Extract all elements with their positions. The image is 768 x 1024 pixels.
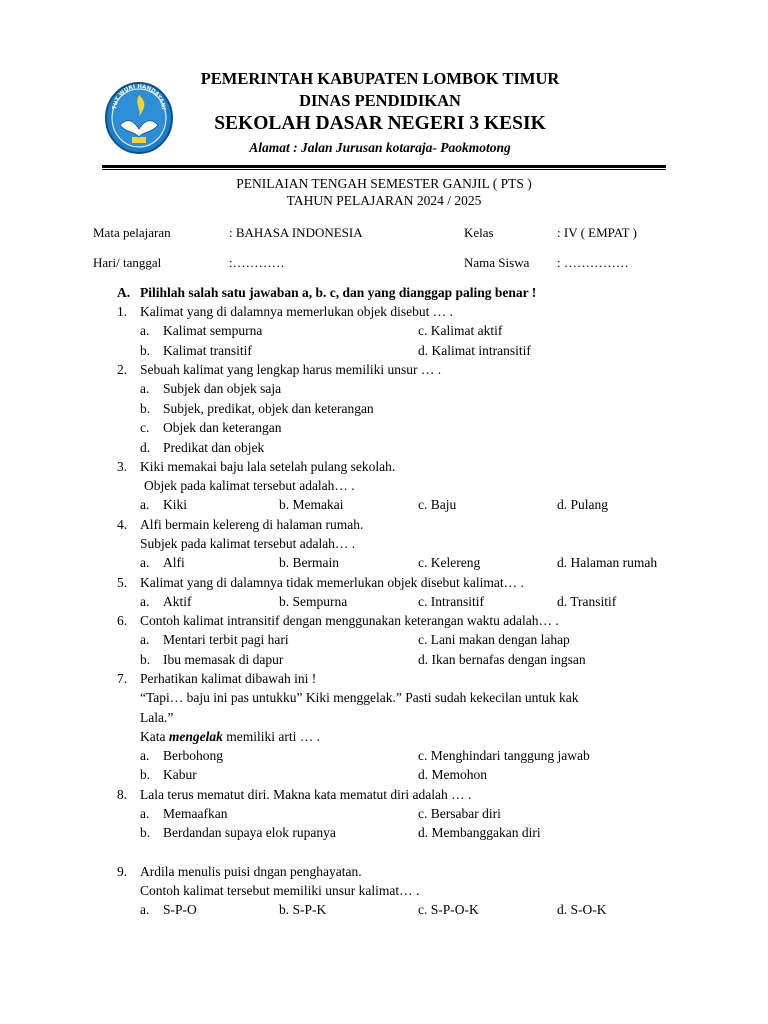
government-heading: PEMERINTAH KABUPATEN LOMBOK TIMUR: [200, 69, 560, 88]
option-b: Ibu memasak di dapur: [163, 652, 284, 667]
option-c: c. Baju: [418, 497, 457, 512]
student-name-label: Nama Siswa: [464, 255, 530, 270]
option-label: a.: [140, 555, 150, 570]
question-number: 4.: [117, 517, 128, 532]
question-number: 9.: [117, 864, 128, 879]
option-d: d. Memohon: [418, 767, 487, 782]
option-d: d. Kalimat intransitif: [418, 343, 531, 358]
option-d: d. Membanggakan diri: [418, 825, 541, 840]
option-label: a.: [140, 902, 150, 917]
prompt-kata: Kata: [140, 729, 169, 744]
option-b: b. Bermain: [279, 555, 339, 570]
question-number: 2.: [117, 362, 128, 377]
question-text: Sebuah kalimat yang lengkap harus memiliki unsur … .: [140, 362, 442, 377]
school-name: SEKOLAH DASAR NEGERI 3 KESIK: [214, 113, 546, 134]
option-b: Berdandan supaya elok rupanya: [163, 825, 336, 840]
exam-year: TAHUN PELAJARAN 2024 / 2025: [286, 193, 482, 208]
option-b: Kabur: [163, 767, 197, 782]
option-a: Mentari terbit pagi hari: [163, 632, 289, 647]
option-d: d. S-O-K: [557, 902, 607, 917]
option-c: c. Kalimat aktif: [418, 323, 503, 338]
option-a: Subjek dan objek saja: [163, 381, 282, 396]
question-prompt: Contoh kalimat tersebut memiliki unsur kalimat… .: [140, 883, 420, 898]
question-number: 6.: [117, 613, 128, 628]
question-text: Kiki memakai baju lala setelah pulang sekolah.: [140, 459, 396, 474]
question-number: 1.: [117, 304, 128, 319]
option-label: a.: [140, 632, 150, 647]
question-text: Lala terus mematut diri. Makna kata mematut diri adalah … .: [140, 787, 472, 802]
option-d: d. Pulang: [557, 497, 609, 512]
option-c: Objek dan keterangan: [163, 420, 282, 435]
question-text: Contoh kalimat intransitif dengan menggunakan keterangan waktu adalah… .: [140, 613, 559, 628]
question-quote: “Tapi… baju ini pas untukku” Kiki menggelak.” Pasti sudah kekecilan untuk kak: [140, 690, 579, 705]
question-prompt: Objek pada kalimat tersebut adalah… .: [144, 478, 355, 493]
option-label: a.: [140, 323, 150, 338]
option-d: Predikat dan objek: [163, 440, 265, 455]
prompt-rest: memiliki arti … .: [222, 729, 320, 744]
option-label: d.: [140, 440, 151, 455]
option-d: d. Halaman rumah: [557, 555, 658, 570]
question-text: Ardila menulis puisi dngan penghayatan.: [140, 864, 362, 879]
question-prompt: [140, 729, 320, 745]
option-d: d. Ikan bernafas dengan ingsan: [418, 652, 586, 667]
option-label: a.: [140, 806, 150, 821]
question-prompt: Subjek pada kalimat tersebut adalah… .: [140, 536, 356, 551]
question-text: Kalimat yang di dalamnya memerlukan objek disebut … .: [140, 304, 454, 319]
option-c: c. S-P-O-K: [418, 902, 479, 917]
question-quote-end: Lala.”: [140, 710, 174, 725]
subject-label: Mata pelajaran: [93, 225, 171, 240]
option-c: c. Bersabar diri: [418, 806, 501, 821]
option-a: Kiki: [163, 497, 188, 512]
class-label: Kelas: [464, 225, 494, 240]
date-label: Hari/ tanggal: [93, 255, 162, 270]
subject-value: : BAHASA INDONESIA: [229, 225, 363, 240]
question-text: Alfi bermain kelereng di halaman rumah.: [140, 517, 364, 532]
option-c: c. Menghindari tanggung jawab: [418, 748, 590, 763]
option-label: a.: [140, 497, 150, 512]
option-a: Alfi: [163, 555, 185, 570]
option-label: a.: [140, 594, 150, 609]
option-d: d. Transitif: [557, 594, 617, 609]
option-b: b. Sempurna: [279, 594, 348, 609]
option-b: Kalimat transitif: [163, 343, 252, 358]
option-label: b.: [140, 343, 151, 358]
option-a: Memaafkan: [163, 806, 228, 821]
question-text: Perhatikan kalimat dibawah ini !: [140, 671, 317, 686]
option-c: c. Kelereng: [418, 555, 481, 570]
option-label: b.: [140, 652, 151, 667]
question-number: 7.: [117, 671, 128, 686]
student-name-value: : ……………: [557, 255, 629, 270]
option-label: b.: [140, 401, 151, 416]
option-a: S-P-O: [163, 902, 197, 917]
option-a: Aktif: [163, 594, 192, 609]
question-number: 3.: [117, 459, 128, 474]
school-address: Alamat : Jalan Jurusan kotaraja- Paokmotong: [249, 140, 511, 155]
option-c: c. Lani makan dengan lahap: [418, 632, 570, 647]
logo-text: TUT WURI HANDAYANI: [112, 83, 166, 110]
header-divider-thick: [102, 165, 666, 168]
header-divider-thin: [102, 169, 666, 170]
exam-title: PENILAIAN TENGAH SEMESTER GANJIL ( PTS ): [236, 176, 532, 191]
option-label: c.: [140, 420, 150, 435]
option-b: b. Memakai: [279, 497, 344, 512]
tut-wuri-handayani-logo: [104, 81, 174, 155]
option-c: c. Intransitif: [418, 594, 484, 609]
option-label: a.: [140, 381, 150, 396]
option-a: Kalimat sempurna: [163, 323, 263, 338]
section-instruction: Pilihlah salah satu jawaban a, b. c, dan yang dianggap paling benar !: [140, 285, 537, 300]
question-number: 8.: [117, 787, 128, 802]
question-text: Kalimat yang di dalamnya tidak memerlukan objek disebut kalimat… .: [140, 575, 524, 590]
option-label: b.: [140, 825, 151, 840]
option-b: b. S-P-K: [279, 902, 327, 917]
option-label: b.: [140, 767, 151, 782]
section-letter: A.: [117, 285, 131, 300]
option-a: Berbohong: [163, 748, 223, 763]
date-value: :…………: [229, 255, 285, 270]
option-label: a.: [140, 748, 150, 763]
department-heading: DINAS PENDIDIKAN: [299, 91, 461, 110]
class-value: : IV ( EMPAT ): [557, 225, 637, 240]
emphasized-word: mengelak: [168, 729, 223, 744]
option-b: Subjek, predikat, objek dan keterangan: [163, 401, 374, 416]
question-number: 5.: [117, 575, 128, 590]
